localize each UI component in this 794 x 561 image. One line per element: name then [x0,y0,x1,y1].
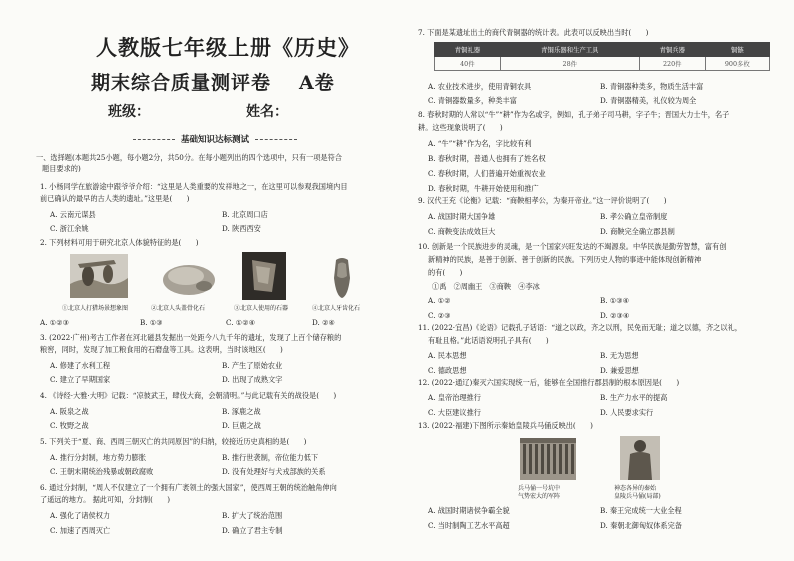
image-caption: ③北京人使用的石器 [234,305,289,312]
option-d: D. 确立了君主专制 [222,526,283,535]
question-text: 了遥远的地方。 据此可知，分封制( ) [40,495,171,504]
bronze-stats-table [434,42,770,71]
option-d: D. 陕西西安 [222,224,261,233]
option-b: B. 生产力水平的提高 [600,393,668,402]
option-b: B. 北京周口店 [222,210,268,219]
stone-tool-image [242,252,286,300]
hunting-scene-image [70,254,128,298]
option-c: C. 浙江余姚 [50,224,89,233]
question-text: 耕。这些现象说明了( ) [418,123,503,132]
image-caption: ②北京人头盖骨化石 [151,305,206,312]
tooth-fossil-image [330,256,354,300]
option-b: B. 青铜器种类多，物质生活丰富 [600,82,704,91]
skull-fossil-image [160,258,218,298]
question-text: 有耻且格。”此话语说明孔子具有( ) [428,336,549,345]
name-label: 姓名： [246,104,288,120]
image-caption: 皇陵兵马俑(局部) [614,493,661,500]
question-text: 9. 汉代王充《论衡》记载：“商鞅相孝公，为秦开帝业。”这一评价说明了( ) [418,196,667,205]
option-a: A. 皇帝治理推行 [428,393,481,402]
question-text: 前已确认的最早的古人类的遗址。”这里是( ) [40,194,190,203]
option-c: C. 当时制陶工艺水平高超 [428,521,510,530]
option-d: D. 兼爱思想 [600,366,639,375]
exam-title: 人教版七年级上册《历史》 [96,35,360,60]
question-text: 2. 下列材料可用于研究北京人体貌特征的是( ) [40,238,199,247]
option-c: C. ②③ [428,311,451,320]
option-b: B. 秦王完成统一大业全程 [600,506,682,515]
option-c: C. 王朝末期统治残暴或朝政腐败 [50,467,154,476]
paper-version: A卷 [299,72,335,94]
image-caption: 气势宏大的军阵 [518,493,561,500]
question-text: 6. 通过分封制，“周人不仅建立了一个拥有广袤领土的强大国家”，使西周王朝的统治触角伸向 [40,483,337,492]
option-a: A. ①② [428,296,451,305]
table-cell: 40件 [435,57,501,71]
option-a: A. 农业技术进步，使用青铜农具 [428,82,532,91]
option-d: D. ②④ [312,318,335,327]
option-c: C. 青铜器数量多，种类丰富 [428,96,517,105]
image-caption: 兵马俑一号坑中 [518,485,561,492]
question-text: 的有( ) [428,268,463,277]
option-d: D. 没有处理好与犬戎部族的关系 [222,467,326,476]
option-a: A. 强化了诸侯权力 [50,511,111,520]
image-caption: ①北京人打猎场景想象图 [62,305,129,312]
image-caption: 神态各异的秦始 [614,485,657,492]
terracotta-warrior-image [620,436,660,480]
option-b: B. 涿鹿之战 [222,407,261,416]
option-a: A. 修建了水利工程 [50,361,111,370]
option-b: B. 推行世袭制，帝位能力低下 [222,453,319,462]
option-a: A. “牛”“耕”作为名，字比较有利 [428,139,532,148]
option-c: C. ①②④ [226,318,256,327]
person-list: ①禹 ②周幽王 ③商鞅 ④李冰 [432,282,540,291]
option-c: C. 牧野之战 [50,421,89,430]
question-text: 7. 下面是某遗址出土的商代青铜器的统计表。此表可以反映出当时( ) [418,28,649,37]
option-c: C. 建立了早期国家 [50,375,111,384]
option-d: D. 春秋时期，牛耕开始使用和推广 [428,184,539,193]
table-header: 青铜兵器 [639,43,705,57]
option-a: A. 战国时期大国争雄 [428,212,496,221]
option-d: D. ②③④ [600,311,630,320]
student-info [108,101,288,121]
subtitle-text: 期末综合质量测评卷 [91,72,272,94]
option-b: B. 扩大了统治范围 [222,511,283,520]
option-b: B. 无为思想 [600,351,639,360]
question-text: 4. 《诗经·大雅·大明》记载：“凉彼武王，肆伐大商，会朝清明。”与此记载有关的战役是( ) [40,391,337,400]
option-b: B. 产生了原始农业 [222,361,283,370]
option-b: B. ①③④ [600,296,630,305]
section-intro: 题目要求的) [42,164,81,173]
table-cell: 28件 [500,57,639,71]
table-row [435,57,770,71]
option-a: A. ①②③ [40,318,70,327]
image-caption: ④北京人牙齿化石 [312,305,361,312]
exam-subtitle [91,68,335,95]
option-c: C. 加速了西周灭亡 [50,526,111,535]
option-a: A. 推行分封制，地方势力膨胀 [50,453,147,462]
table-header: 青铜乐器和生产工具 [500,43,639,57]
table-header: 铜镞 [705,43,769,57]
question-text: 10. 创新是一个民族进步的灵魂，是一个国家兴旺发达的不竭源泉。中华民族是勤劳智慧，富有创 [418,242,727,251]
option-d: D. 秦朝北御匈奴体系完备 [600,521,682,530]
option-c: C. 德政思想 [428,366,467,375]
option-b: B. 春秋时期，普通人也拥有了姓名权 [428,154,546,163]
question-text: 3. (2022·广州)考古工作者在河北磁县发掘出一处距今八九千年的遗址，发现了上百个储存粮的 [40,333,342,342]
class-label: 班级： [108,104,150,120]
option-d: D. 商鞅完全确立郡县制 [600,227,675,236]
option-a: A. 阪泉之战 [50,407,89,416]
question-text: 12. (2022·通辽)秦灭六国实现统一后，能够在全国推行郡县制的根本原因是( ) [418,378,680,387]
question-text: 1. 小杨同学在旅游途中跟爷爷介绍：“这里是人类重要的发祥地之一，在这里可以参观我国境内目 [40,182,348,191]
question-text: 新精神的民族，是善于创新、善于创新的民族。下列历史人物的事迹中能体现创新精神 [428,255,702,264]
question-text: 13. (2022·福建)下图所示秦始皇陵兵马俑反映出( ) [418,421,593,430]
option-c: C. 商鞅变法成效巨大 [428,227,496,236]
option-d: D. 人民要求实行 [600,408,654,417]
question-text: 8. 春秋时期的人常以“牛”“耕”作为名或字，例如，孔子弟子司马耕，字子牛；晋国大力士牛，名子 [418,110,730,119]
option-a: A. 云南元谋县 [50,210,96,219]
option-b: B. ①③ [140,318,163,327]
question-text: 5. 下列关于“夏、商、西周三朝灭亡的共同原因”的归纳，较接近历史真相的是( ) [40,437,307,446]
option-d: D. 青铜器精美，礼仪较为周全 [600,96,697,105]
option-d: D. 出现了成熟文字 [222,375,283,384]
option-b: B. 孝公确立皇帝制度 [600,212,668,221]
table-header: 青铜礼器 [435,43,501,57]
table-header-row [435,43,770,57]
option-c: C. 春秋时期，人们普遍开始重视农业 [428,169,546,178]
option-c: C. 大臣建议推行 [428,408,481,417]
option-a: A. 战国时期诸侯争霸全貌 [428,506,510,515]
option-a: A. 民本思想 [428,351,467,360]
question-text: 粮窖，同时，发现了加工粮食用的石磨盘等工具。这表明，当时该地区( ) [40,345,283,354]
option-d: D. 巨鹿之战 [222,421,261,430]
question-text: 11. (2022·宜昌)《论语》记载孔子话语：“道之以政，齐之以刑，民免而无耻；道之以德，齐之以礼， [418,323,742,332]
terracotta-pit-image [520,438,576,480]
section-intro: 一、选择题(本题共25小题，每小题2分，共50分。在每小题列出的四个选项中，只有一项是符合 [36,153,342,162]
table-cell: 220件 [639,57,705,71]
section-title: 基础知识达标测试 [36,133,394,145]
table-cell: 900多枚 [705,57,769,71]
